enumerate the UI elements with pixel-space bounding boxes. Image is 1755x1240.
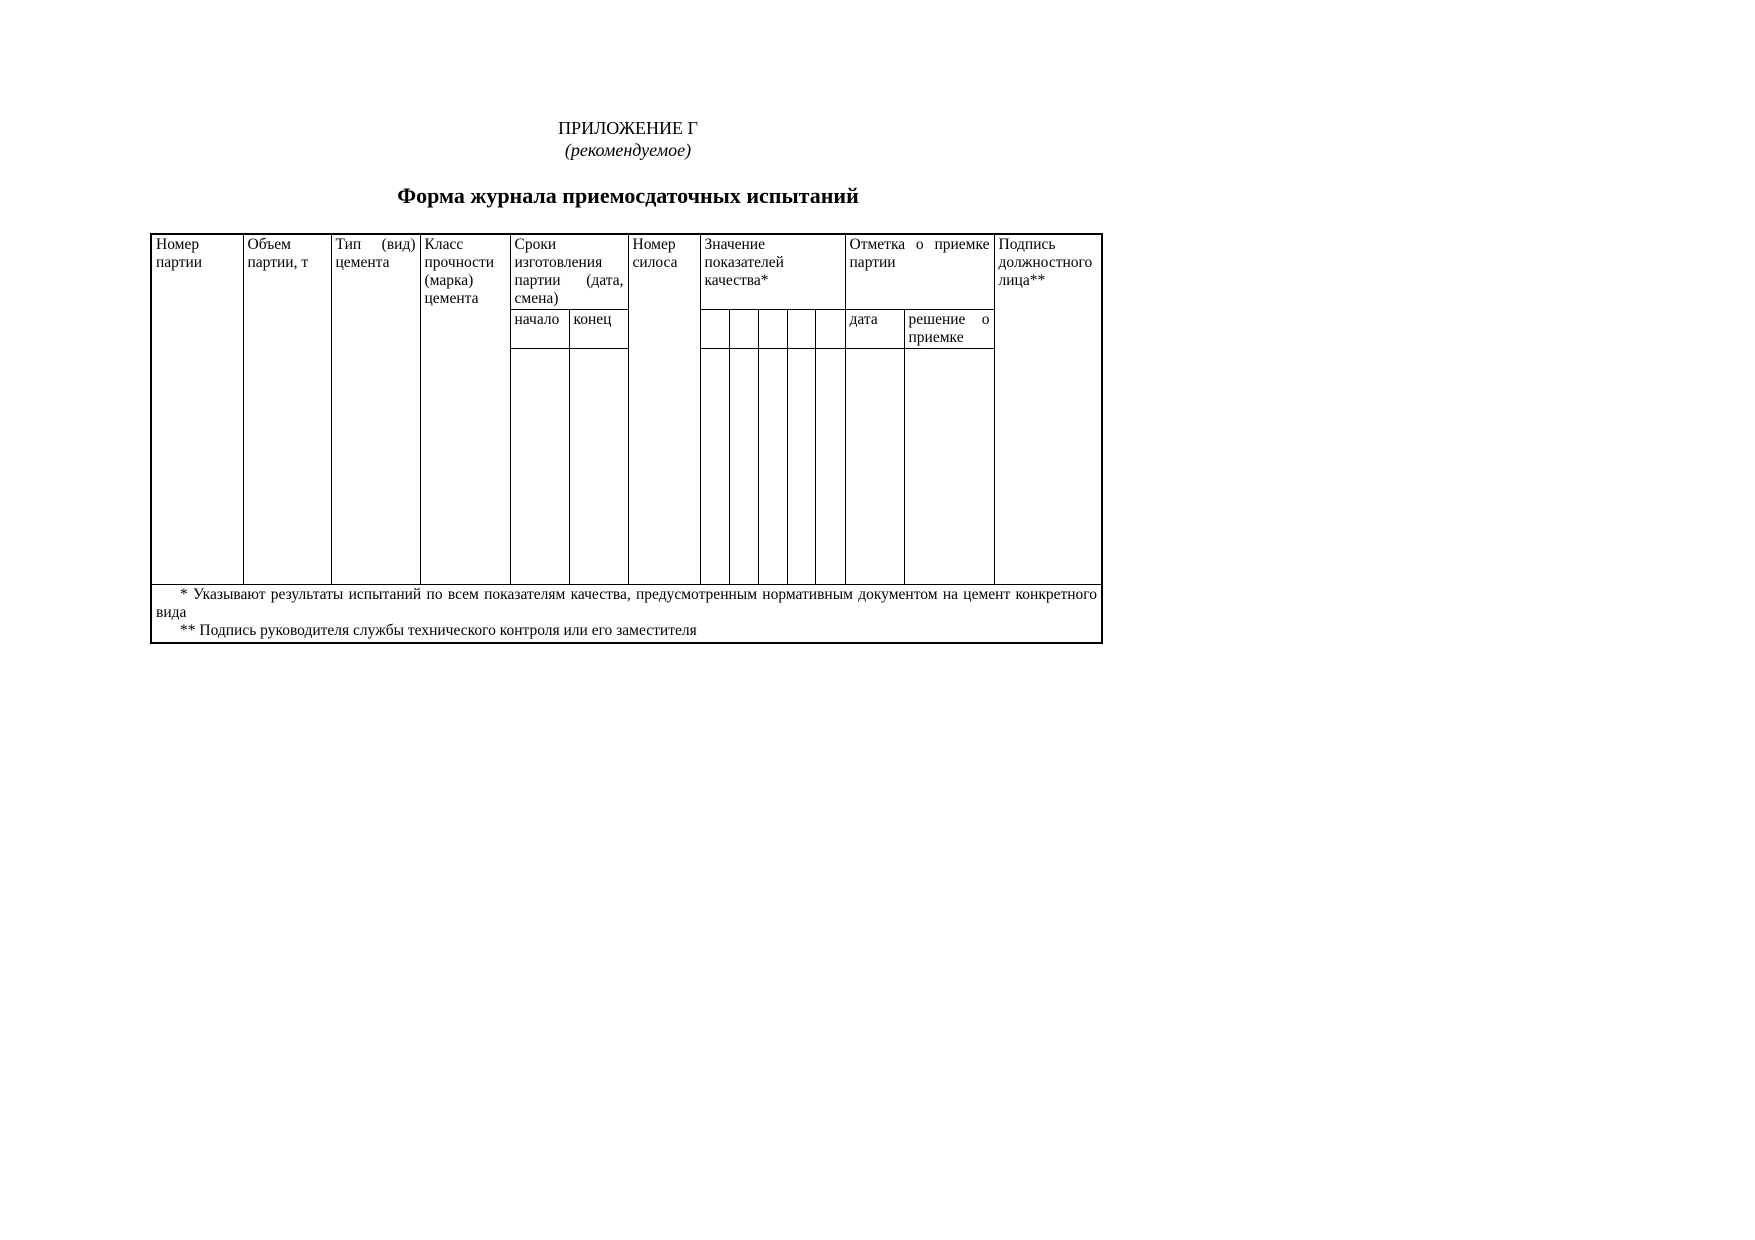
col-signature: Подпись должностного лица** xyxy=(994,234,1102,585)
col-production-dates: Сроки изготовления партии (дата, смена) xyxy=(510,234,628,310)
col-acceptance-mark: Отметка о приемке партии xyxy=(845,234,994,310)
footnotes-row xyxy=(151,585,1102,644)
appendix-subtitle: (рекомендуемое) xyxy=(564,140,692,160)
cell-acceptance-date[interactable] xyxy=(845,349,904,585)
col-batch-number: Номер партии xyxy=(151,234,243,585)
col-production-start: начало xyxy=(510,310,569,349)
cell-acceptance-decision[interactable] xyxy=(904,349,994,585)
footnotes xyxy=(151,585,1102,644)
col-quality-values: Значение показателей качества* xyxy=(700,234,845,310)
col-batch-volume: Объем партии, т xyxy=(243,234,331,585)
footnote-2: ** Подпись руководителя службы технического контроля или его заместителя xyxy=(180,622,697,639)
col-acceptance-decision: решение о приемке xyxy=(904,310,994,349)
cell-quality-3[interactable] xyxy=(758,349,787,585)
col-acceptance-date: дата xyxy=(845,310,904,349)
header-row xyxy=(151,234,1102,310)
col-production-end: конец xyxy=(569,310,628,349)
cell-quality-4[interactable] xyxy=(787,349,815,585)
journal-table xyxy=(150,233,1103,644)
form-title: Форма журнала приемосдаточных испытаний xyxy=(397,183,859,208)
quality-subcol-3 xyxy=(758,310,787,349)
col-strength-class: Класс прочности (марка) цемента xyxy=(420,234,510,585)
quality-subcol-5 xyxy=(815,310,845,349)
cell-quality-1[interactable] xyxy=(700,349,729,585)
quality-subcol-4 xyxy=(787,310,815,349)
cell-production-start[interactable] xyxy=(510,349,569,585)
col-cement-type: Тип (вид) цемента xyxy=(331,234,420,585)
footnote-1: * Указывают результаты испытаний по всем показателям качества, предусмотренным нормативным документом на цемент конкретного вида xyxy=(156,586,1098,621)
cell-production-end[interactable] xyxy=(569,349,628,585)
quality-subcol-2 xyxy=(729,310,758,349)
appendix-title: ПРИЛОЖЕНИЕ Г xyxy=(558,118,698,138)
cell-quality-5[interactable] xyxy=(815,349,845,585)
cell-quality-2[interactable] xyxy=(729,349,758,585)
col-silo-number: Номер силоса xyxy=(628,234,700,585)
quality-subcol-1 xyxy=(700,310,729,349)
